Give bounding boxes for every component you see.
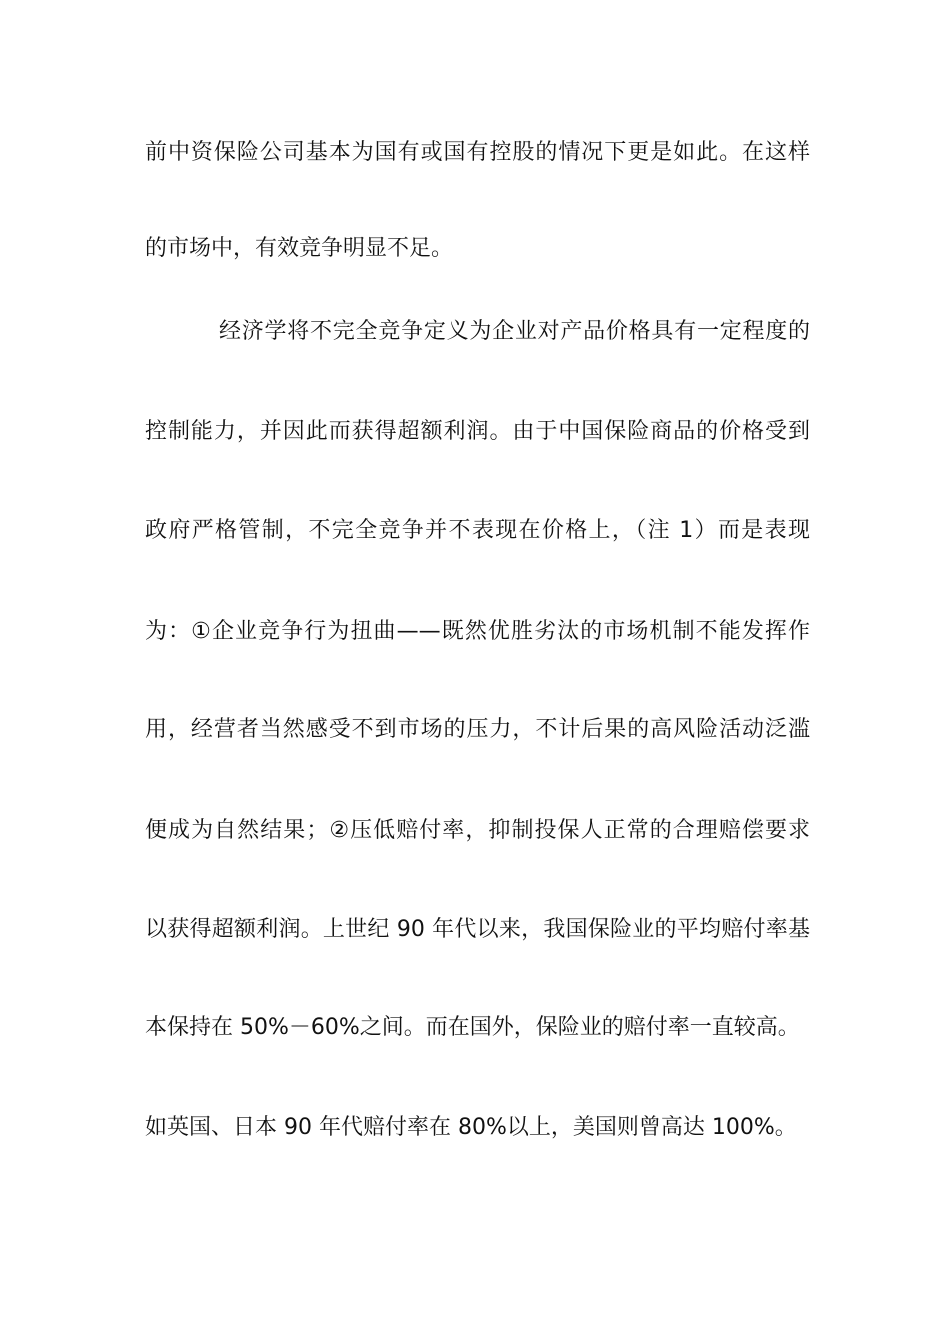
text-line-8: 便成为自然结果；②压低赔付率，抑制投保人正常的合理赔偿要求	[145, 818, 810, 843]
text-line-7: 用，经营者当然感受不到市场的压力，不计后果的高风险活动泛滥	[145, 717, 810, 742]
text-line-9: 以获得超额利润。上世纪 90 年代以来，我国保险业的平均赔付率基	[145, 917, 810, 942]
text-line-3: 经济学将不完全竞争定义为企业对产品价格具有一定程度的	[219, 319, 810, 344]
text-line-2: 的市场中，有效竞争明显不足。	[145, 236, 454, 261]
text-line-4: 控制能力，并因此而获得超额利润。由于中国保险商品的价格受到	[145, 419, 810, 444]
text-line-6: 为：①企业竞争行为扭曲——既然优胜劣汰的市场机制不能发挥作	[145, 619, 810, 644]
text-line-1: 前中资保险公司基本为国有或国有控股的情况下更是如此。在这样	[145, 140, 810, 165]
text-line-5: 政府严格管制，不完全竞争并不表现在价格上，（注 1）而是表现	[145, 518, 810, 543]
text-line-11: 如英国、日本 90 年代赔付率在 80%以上，美国则曾高达 100%。	[145, 1115, 797, 1140]
text-line-10: 本保持在 50%－60%之间。而在国外，保险业的赔付率一直较高。	[145, 1015, 800, 1040]
